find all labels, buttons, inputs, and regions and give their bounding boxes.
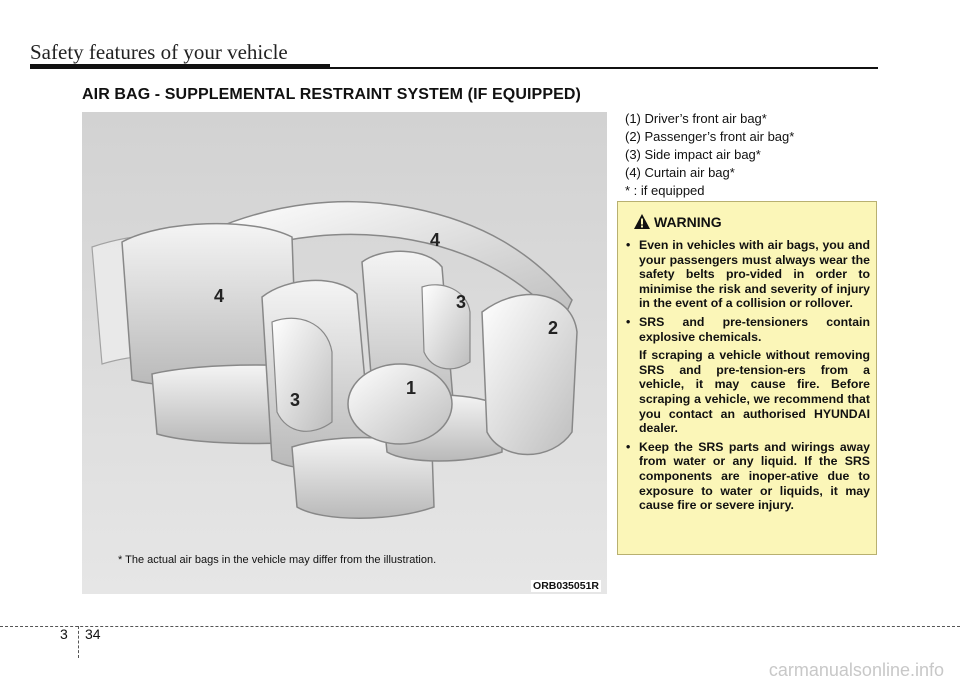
header-bar <box>30 64 330 69</box>
bullet-icon: • <box>626 238 631 252</box>
passenger-front-airbag <box>482 295 577 455</box>
warning-title: WARNING <box>654 214 722 230</box>
warning-item: • Even in vehicles with air bags, you and your passengers must always wear the safety belts pro-vided in order to minimise the risk and severity of injury in the event of a collision or rollover. <box>626 238 870 311</box>
driver-side-airbag <box>272 318 332 431</box>
callout-4-front: 4 <box>430 230 441 250</box>
airbag-illustration <box>82 112 607 594</box>
header-rule <box>330 67 878 69</box>
legend-item: (1) Driver’s front air bag* <box>625 111 767 126</box>
legend-item: (4) Curtain air bag* <box>625 165 735 180</box>
warning-item: • SRS and pre-tensioners contain explosive chemicals. <box>626 314 870 344</box>
warning-heading <box>654 214 722 230</box>
airbag-diagram <box>82 112 607 594</box>
callout-1: 1 <box>406 378 417 398</box>
callout-3-driver: 3 <box>290 390 301 410</box>
legend-item: (2) Passenger’s front air bag* <box>625 129 795 144</box>
warning-box <box>617 201 877 555</box>
callout-3-passenger: 3 <box>456 292 467 312</box>
warning-item: • Keep the SRS parts and wirings away from water or any liquid. If the SRS components are inoper-ative due to exposure to water or liquids, it may cause fire or severe injury. <box>626 439 870 513</box>
legend-item: (3) Side impact air bag* <box>625 147 761 162</box>
footer-divider <box>78 626 79 658</box>
illustration-code: ORB035051R <box>533 580 599 592</box>
page-number: 34 <box>85 626 101 642</box>
warning-item-continuation: If scraping a vehicle without removing SRS and pre-tension-ers from a vehicle, it may cause fire. Before scraping a vehicle, we recommend that you contact an authorised HYUNDAI dealer. <box>639 348 870 436</box>
driver-front-airbag <box>348 364 452 444</box>
page-heading: AIR BAG - SUPPLEMENTAL RESTRAINT SYSTEM (IF EQUIPPED) <box>82 86 581 103</box>
warning-list <box>626 238 870 517</box>
bullet-icon: • <box>626 314 631 329</box>
section-title: Safety features of your vehicle <box>30 40 288 64</box>
chapter-number: 3 <box>60 626 68 642</box>
warning-triangle-icon <box>634 214 650 229</box>
callout-4-rear: 4 <box>214 286 225 306</box>
airbag-legend <box>625 110 794 200</box>
illustration-note: * The actual air bags in the vehicle may differ from the illustration. <box>118 554 437 566</box>
legend-footnote: * : if equipped <box>625 183 705 198</box>
bullet-icon: • <box>626 439 631 454</box>
watermark: carmanualsonline.info <box>768 660 944 680</box>
footer-rule <box>0 626 960 627</box>
callout-2: 2 <box>548 318 559 338</box>
